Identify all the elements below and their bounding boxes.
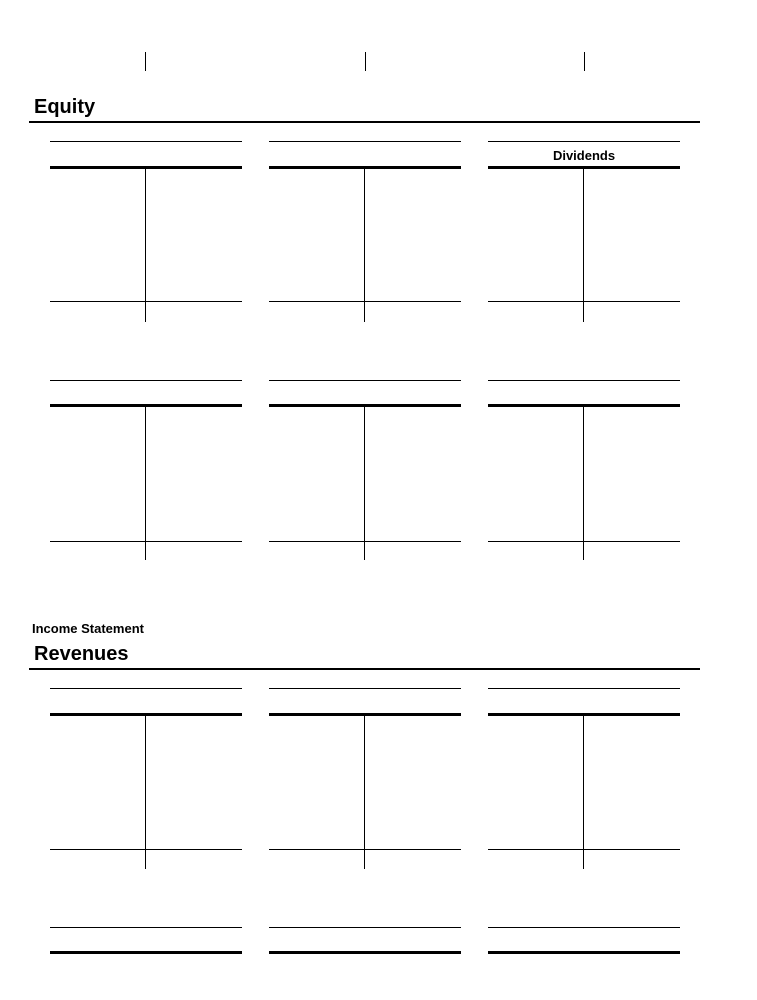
t-account-title-line: [269, 380, 461, 381]
equity-rule: [29, 121, 700, 123]
t-account-top-line: [269, 166, 461, 169]
t-account-stub: [584, 52, 585, 71]
t-account-balance-line: [269, 849, 461, 850]
t-account-balance-line: [50, 301, 242, 302]
t-account: [269, 688, 461, 869]
t-account-title-line: [50, 927, 242, 928]
revenues-heading: Revenues: [34, 643, 129, 665]
t-account-top-line: [488, 713, 680, 716]
t-account-stub: [365, 52, 366, 71]
t-account-top-line: [50, 713, 242, 716]
t-account: [488, 380, 680, 560]
t-account-top-line: [488, 404, 680, 407]
t-account-balance-line: [269, 301, 461, 302]
t-account-top-line: [50, 166, 242, 169]
t-account-divider: [145, 715, 146, 869]
t-account-balance-line: [50, 849, 242, 850]
t-account-top-line: [269, 951, 461, 954]
t-account-top-line: [269, 713, 461, 716]
t-account-title-line: [269, 688, 461, 689]
t-account-divider: [364, 168, 365, 322]
t-account-balance-line: [488, 301, 680, 302]
t-account-stub: [145, 52, 146, 71]
t-account-balance-line: [50, 541, 242, 542]
t-account: [269, 927, 461, 1000]
t-account: [269, 380, 461, 560]
t-account-divider: [145, 168, 146, 322]
t-account: [269, 141, 461, 322]
t-account-divider: [145, 406, 146, 560]
t-account-divider: [583, 715, 584, 869]
t-account: [50, 380, 242, 560]
t-account: [488, 688, 680, 869]
t-account-divider: [583, 406, 584, 560]
t-account-balance-line: [488, 849, 680, 850]
t-account-title-line: [50, 380, 242, 381]
t-account-title-line: [269, 927, 461, 928]
t-account-balance-line: [488, 541, 680, 542]
t-account-title-line: [488, 927, 680, 928]
t-account-divider: [364, 406, 365, 560]
t-account-title-line: [50, 688, 242, 689]
t-account-balance-line: [269, 541, 461, 542]
t-account-title-line: [488, 380, 680, 381]
t-account-top-line: [50, 951, 242, 954]
t-account-divider: [583, 168, 584, 322]
t-account-divider: [364, 715, 365, 869]
t-account: [50, 927, 242, 1000]
t-account-dividends: [488, 141, 680, 322]
t-account-title-line: [488, 141, 680, 142]
revenues-rule: [29, 668, 700, 670]
t-account-top-line: [269, 404, 461, 407]
t-account-title-line: [50, 141, 242, 142]
t-account: [488, 927, 680, 1000]
t-account: [50, 141, 242, 322]
t-account-title: Dividends: [552, 148, 616, 163]
t-account-title-line: [269, 141, 461, 142]
income-statement-label: Income Statement: [32, 621, 144, 636]
t-account: [50, 688, 242, 869]
t-account-top-line: [50, 404, 242, 407]
equity-heading: Equity: [34, 96, 96, 118]
t-account-top-line: [488, 166, 680, 169]
t-account-title-line: [488, 688, 680, 689]
t-account-top-line: [488, 951, 680, 954]
